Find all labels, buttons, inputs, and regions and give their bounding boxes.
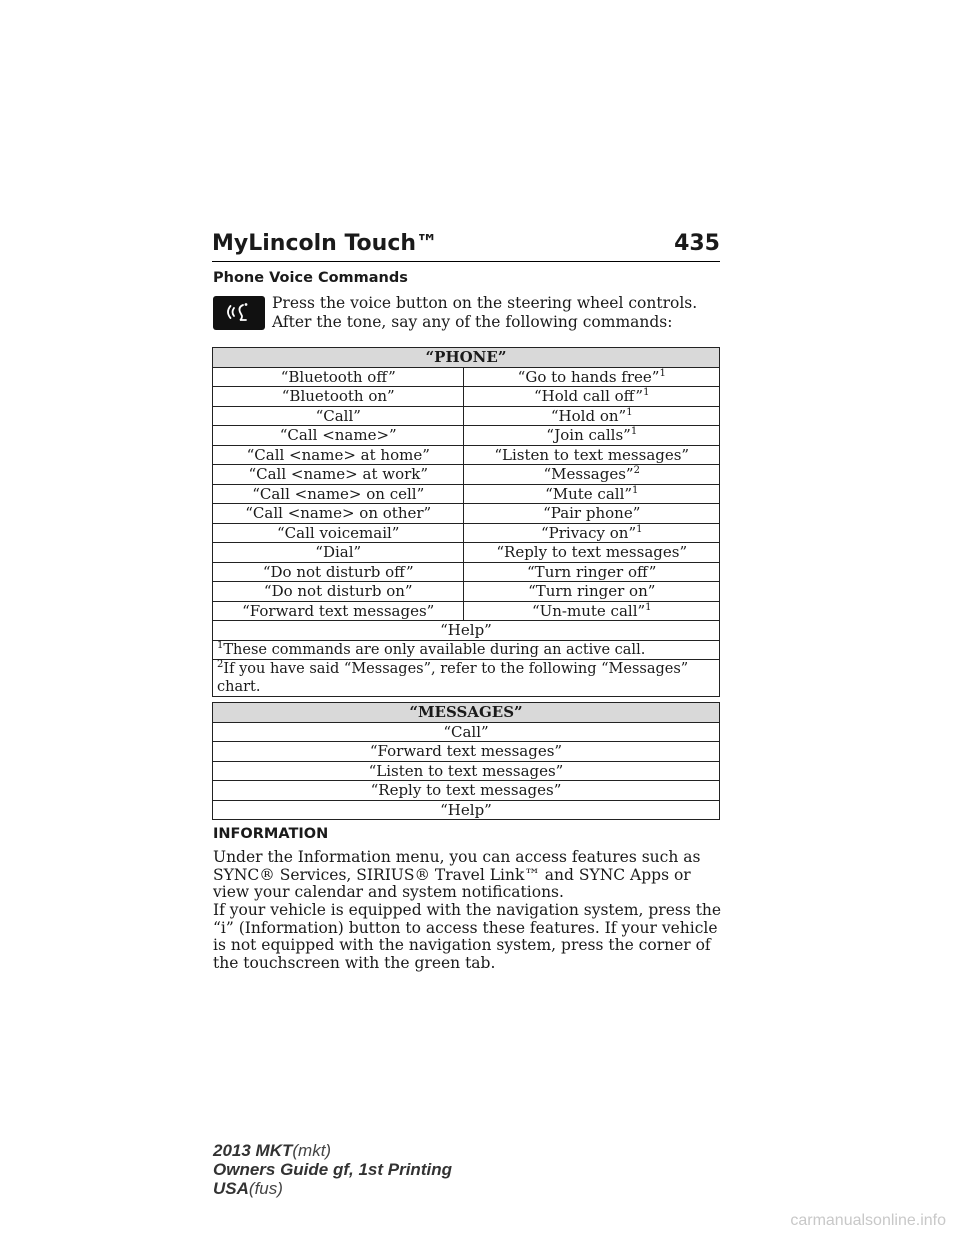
header-rule [212,261,720,262]
table-row [213,543,720,563]
intro-text: Press the voice button on the steering wheel controls. After the tone, say any of the following commands: [272,294,698,331]
table-row [213,445,720,465]
message-command: “Help” [213,800,720,820]
command-left: “Forward text messages” [213,601,464,621]
command-left: “Call <name>” [213,426,464,446]
voice-button-icon [213,296,265,330]
footnote-2-mark: 2 [217,659,224,670]
table-row [213,601,720,621]
table-row [213,523,720,543]
table-row [213,562,720,582]
command-right: “Mute call”$^1$ [464,484,720,504]
table-row [213,504,720,524]
command-left: “Call <name> on cell” [213,484,464,504]
information-title: INFORMATION [213,826,329,842]
command-right: “Messages”$^2$ [464,465,720,485]
footer-line-1: 2013 MKT(mkt) [213,1141,332,1160]
table-row [213,761,720,781]
table-row [213,367,720,387]
command-right: “Turn ringer off” [464,562,720,582]
table-row [213,742,720,762]
command-left: “Call” [213,406,464,426]
command-right: “Reply to text messages” [464,543,720,563]
print-footer [213,1141,452,1198]
footnote-2: $^2$If you have said “Messages”, refer to the following “Messages” chart. [213,660,720,697]
footnote-mark: 1 [626,406,633,418]
chapter-title: MyLincoln Touch™ [212,231,439,256]
table-row [213,722,720,742]
table-row [213,426,720,446]
information-paragraph-2: If your vehicle is equipped with the navigation system, press the “i” (Information) button to access these features. If your vehicle is not equipped with the navigation system, press the corner of the touchscreen with the green tab. [213,901,722,972]
command-left: “Do not disturb on” [213,582,464,602]
command-right: “Hold on”$^1$ [464,406,720,426]
command-right: “Turn ringer on” [464,582,720,602]
phone-table-body [213,367,720,621]
command-left: “Do not disturb off” [213,562,464,582]
message-command: “Forward text messages” [213,742,720,762]
command-left: “Call voicemail” [213,523,464,543]
command-left: “Bluetooth on” [213,387,464,407]
command-right: “Hold call off”$^1$ [464,387,720,407]
command-right: “Join calls”$^1$ [464,426,720,446]
table-row [213,465,720,485]
footnote-mark: 2 [633,465,640,477]
message-command: “Reply to text messages” [213,781,720,801]
table-row [213,406,720,426]
messages-commands-table [212,702,720,820]
help-command: “Help” [213,621,720,641]
phone-commands-table [212,347,720,697]
footer-line-3: USA(fus) [213,1179,283,1198]
footnote-mark: 1 [643,387,650,399]
footnote-1-mark: 1 [217,639,224,651]
command-left: “Call <name> at home” [213,445,464,465]
phone-table-heading: “PHONE” [213,348,720,368]
command-right: “Privacy on”$^1$ [464,523,720,543]
messages-table-body [213,722,720,820]
footnote-mark: 1 [630,426,638,438]
command-right: “Listen to text messages” [464,445,720,465]
command-right: “Pair phone” [464,504,720,524]
command-left: “Call <name> on other” [213,504,464,524]
watermark: carmanualsonline.info [790,1212,946,1229]
command-right: “Go to hands free”$^1$ [464,367,720,387]
message-command: “Call” [213,722,720,742]
table-row [213,484,720,504]
footer-line-2: Owners Guide gf, 1st Printing [213,1160,452,1179]
section-title: Phone Voice Commands [213,270,408,286]
command-left: “Call <name> at work” [213,465,464,485]
footnote-1: $^1$These commands are only available during an active call. [213,640,720,660]
message-command: “Listen to text messages” [213,761,720,781]
page-number: 435 [674,231,720,256]
table-row [213,800,720,820]
command-left: “Bluetooth off” [213,367,464,387]
information-paragraph-1: Under the Information menu, you can access features such as SYNC® Services, SIRIUS® Travel Link™ and SYNC Apps or view your calendar and system notifications. [213,848,701,901]
messages-table-heading: “MESSAGES” [213,703,720,723]
table-row [213,387,720,407]
table-row [213,582,720,602]
table-row [213,781,720,801]
footnote-mark: 1 [636,523,643,535]
footnote-mark: 1 [632,484,639,496]
command-right: “Un-mute call”$^1$ [464,601,720,621]
footnote-mark: 1 [659,367,666,379]
command-left: “Dial” [213,543,464,563]
page-header [212,231,720,261]
footnote-mark: 1 [645,601,652,613]
